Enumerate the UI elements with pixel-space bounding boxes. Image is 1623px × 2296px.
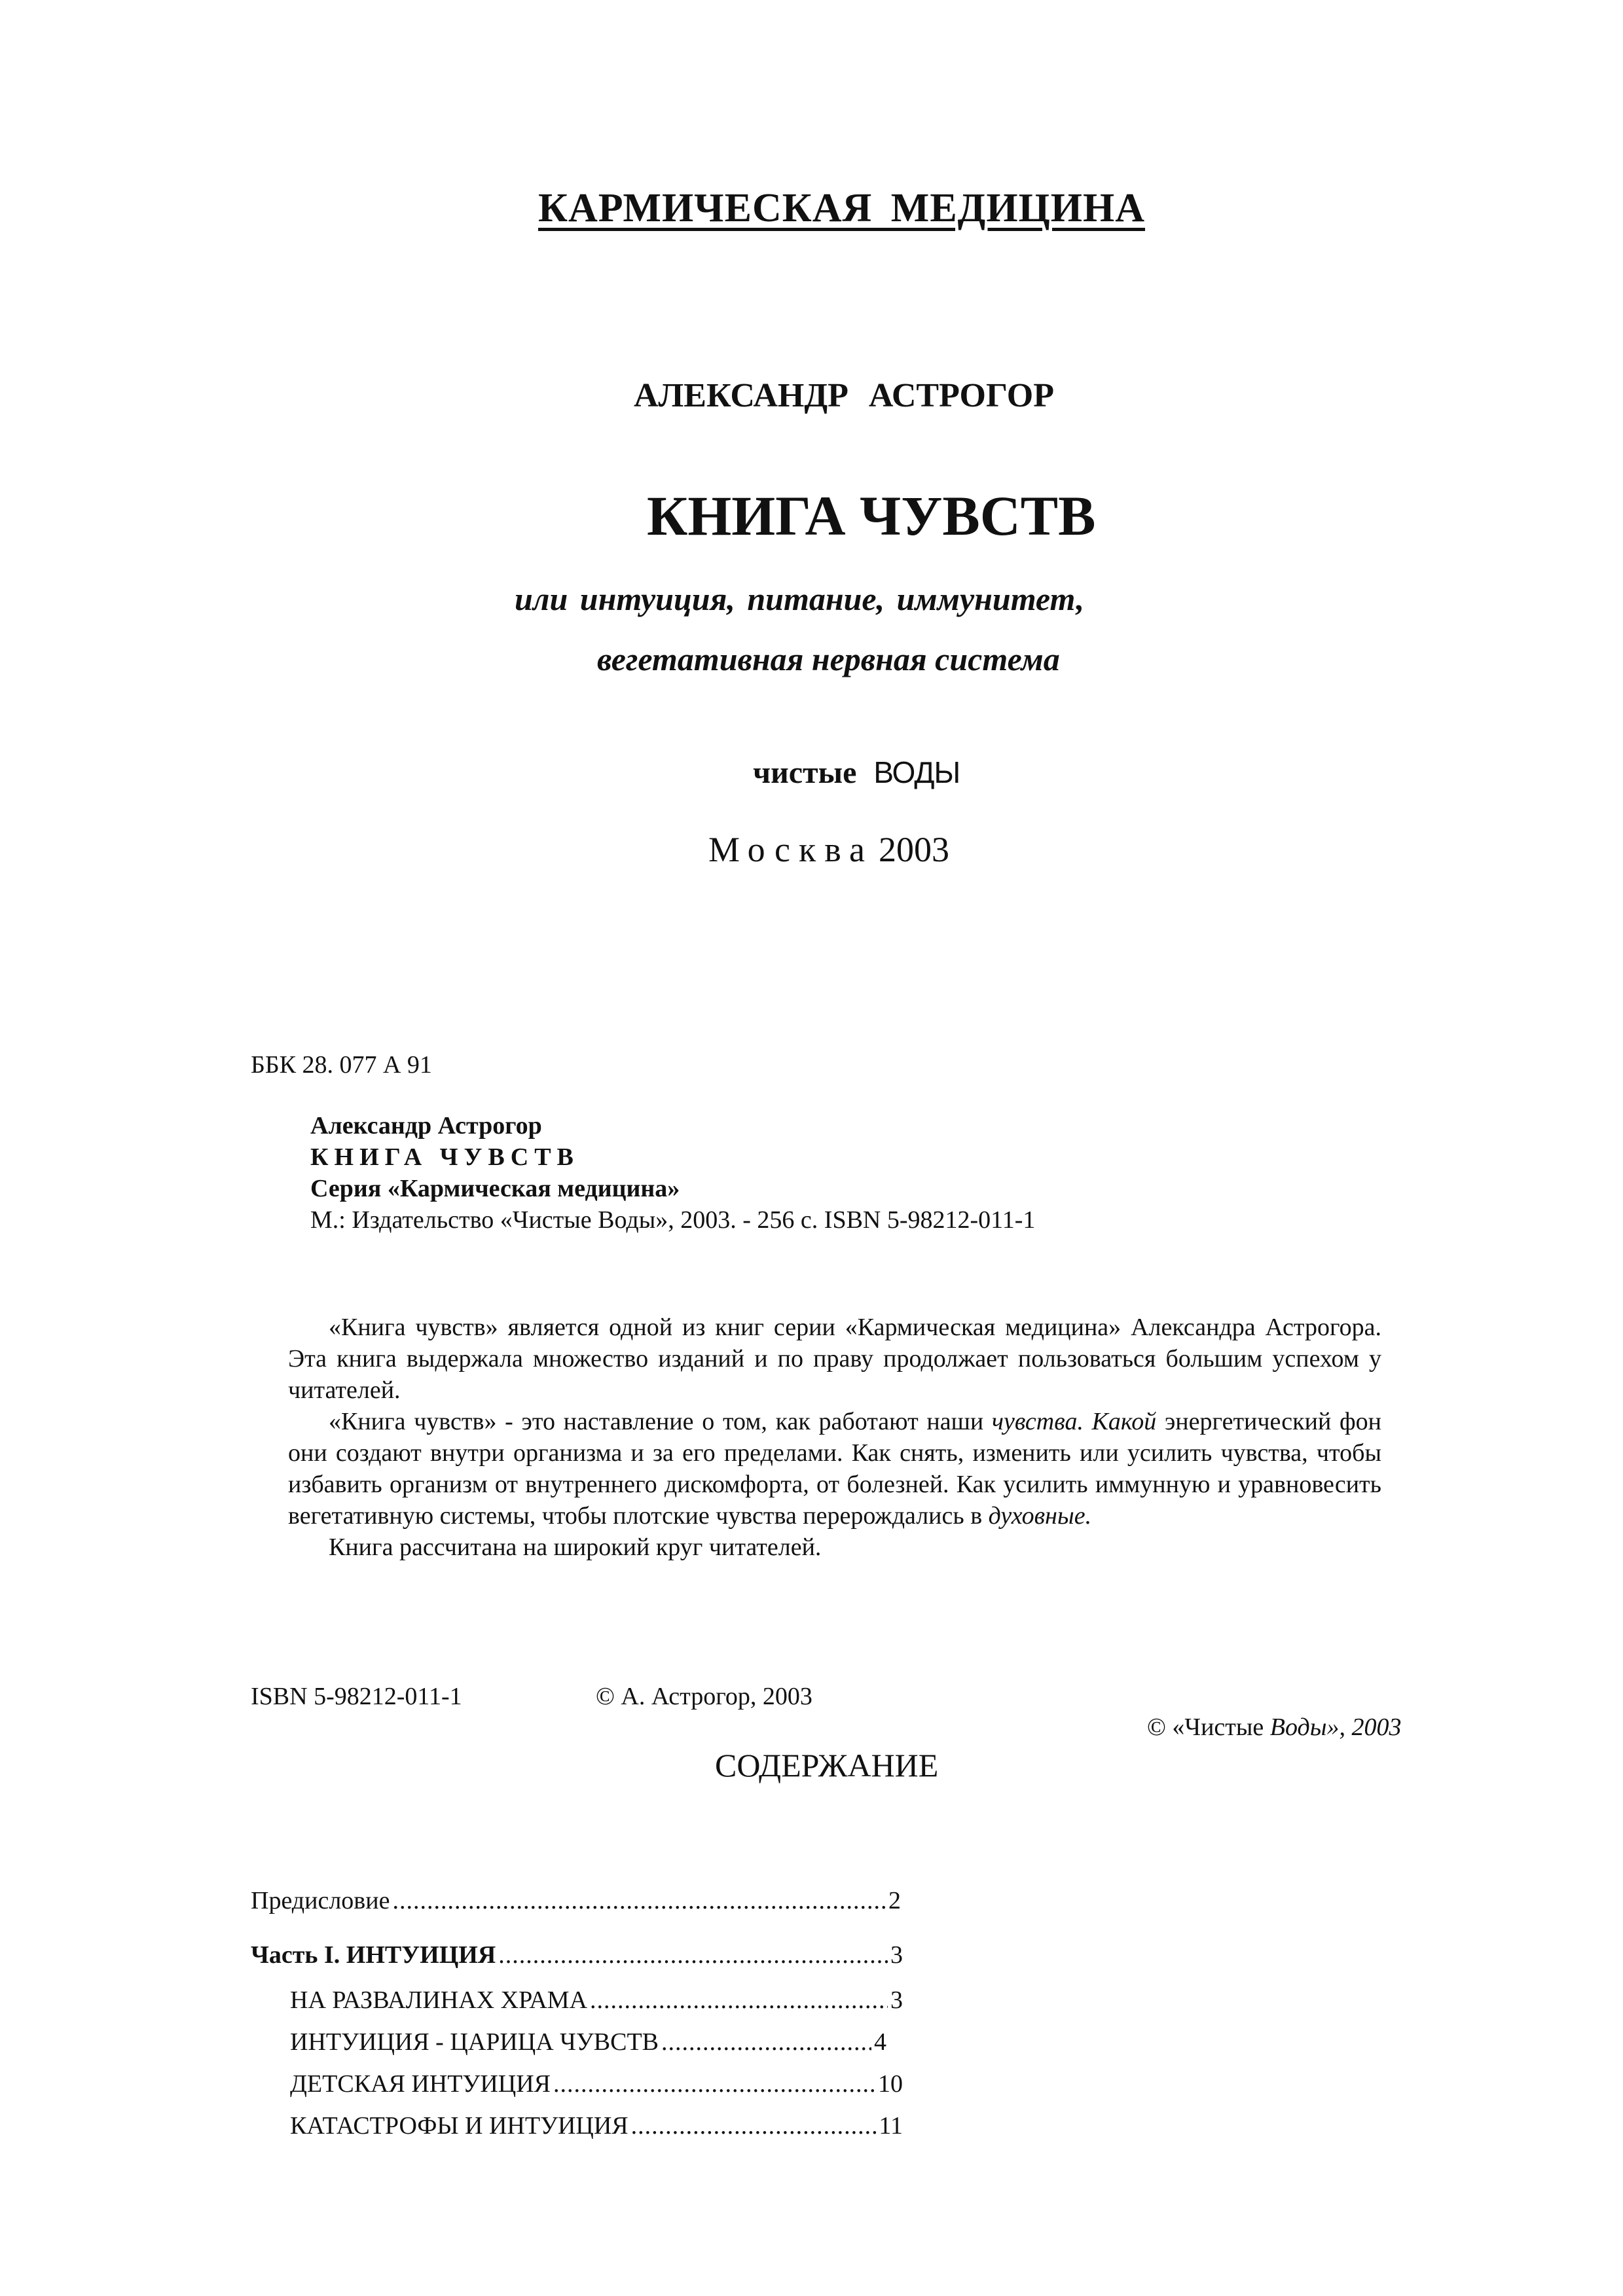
city: Москва (708, 830, 873, 869)
copyright-publisher: © «Чистые Воды», 2003 (1147, 1713, 1402, 1741)
toc-entry-label: НА РАЗВАЛИНАХ ХРАМА (290, 1986, 588, 2014)
toc-entry-page: 3 (890, 1986, 903, 2014)
toc-entry-page: 2 (888, 1887, 901, 1914)
publisher-name-part-1: чистые (753, 755, 857, 790)
city-year (708, 829, 949, 870)
toc-heading: СОДЕРЖАНИЕ (715, 1747, 939, 1784)
toc-entry-page: 11 (879, 2112, 903, 2140)
publisher-logo (753, 755, 960, 791)
toc-entry (290, 2111, 903, 2140)
toc-leader (631, 2111, 877, 2140)
toc-entry-label: ИНТУИЦИЯ - ЦАРИЦА ЧУВСТВ (290, 2028, 659, 2056)
copyright-author: © А. Астрогор, 2003 (596, 1683, 812, 1710)
isbn: ISBN 5-98212-011-1 (251, 1683, 462, 1710)
annotation-paragraph-3: Книга рассчитана на широкий круг читателей. (329, 1534, 822, 1561)
series-title: КАРМИЧЕСКАЯ МЕДИЦИНА (538, 186, 1146, 230)
toc-entry-label: Предисловие (251, 1887, 390, 1914)
publisher-name-part-2: ВОДЫ (873, 755, 960, 789)
toc-entry-label: КАТАСТРОФЫ И ИНТУИЦИЯ (290, 2112, 629, 2140)
toc-leader (661, 2028, 871, 2056)
toc-leader (553, 2070, 875, 2098)
toc-entry (251, 1886, 901, 1915)
year: 2003 (878, 830, 949, 869)
toc-entry (251, 1941, 903, 1969)
author-name: АЛЕКСАНДР АСТРОГОР (634, 377, 1054, 414)
toc-entry (290, 2070, 903, 2098)
annotation (288, 1312, 1381, 1563)
catalog-series: Серия «Кармическая медицина» (310, 1175, 680, 1202)
toc-entry-label: Часть I. ИНТУИЦИЯ (251, 1941, 496, 1969)
subtitle-line-1: или интуиция, питание, иммунитет, (515, 581, 1085, 617)
toc-entry-page: 3 (890, 1941, 903, 1969)
toc-leader (498, 1941, 888, 1969)
annotation-paragraph-1: «Книга чувств» является одной из книг серии «Кармическая медицина» Александра Астрогора. Эта книга выдержала множество изданий и по праву продолжает пользоваться большим успехом у читателей. (288, 1314, 1381, 1404)
toc-entry-page: 4 (874, 2028, 886, 2056)
toc-entry (290, 1986, 903, 2015)
catalog-imprint: М.: Издательство «Чистые Воды», 2003. - 256 с. ISBN 5-98212-011-1 (310, 1206, 1036, 1234)
catalog-author: Александр Астрогор (310, 1112, 542, 1139)
bbk-code: ББК 28. 077 А 91 (251, 1051, 432, 1079)
toc-leader (392, 1886, 886, 1915)
book-title: КНИГА ЧУВСТВ (647, 484, 1096, 547)
toc-leader (590, 1986, 888, 2015)
toc-entry-page: 10 (878, 2070, 903, 2098)
toc-entry-label: ДЕТСКАЯ ИНТУИЦИЯ (290, 2070, 551, 2098)
catalog-title: КНИГА ЧУВСТВ (310, 1143, 579, 1171)
toc-entry (290, 2028, 886, 2056)
annotation-paragraph-2: «Книга чувств» - это наставление о том, как работают наши чувства. Какой энергетический фон они создают внутри организма и за его пределами. Как снять, изменить или усилить чувства, чтобы избавить организм от внутреннего дискомфорта, от болезней. Как усилить иммунную и уравновесить вегетативную системы, чтобы плотские чувства перерождались в духовные. (288, 1408, 1381, 1530)
subtitle-line-2: вегетативная нервная система (597, 641, 1060, 677)
